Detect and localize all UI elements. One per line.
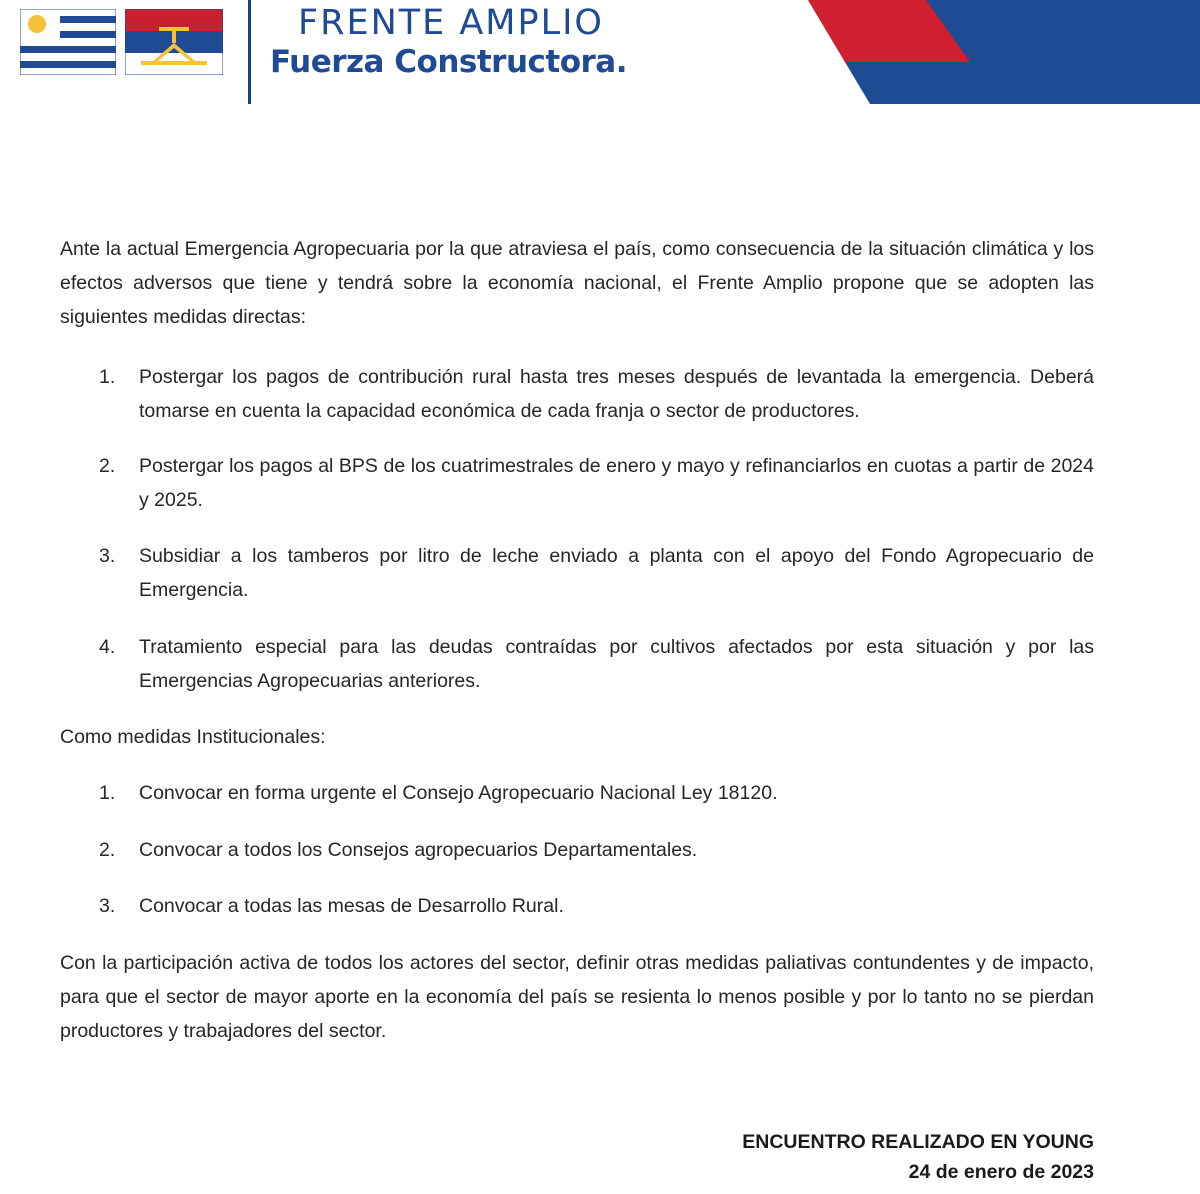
brand-subtitle: Fuerza Constructora. xyxy=(270,44,627,80)
list-number: 1. xyxy=(99,366,116,388)
list-text: Postergar los pagos de contribución rural hasta tres meses después de levantada la emergencia. Deberá tomarse en cuenta la capacidad económica de cada franja o sector de productores. xyxy=(139,366,1094,422)
header-divider xyxy=(248,0,251,104)
footer-signature xyxy=(742,1127,1094,1187)
list-number: 3. xyxy=(99,545,116,567)
list-text: Postergar los pagos al BPS de los cuatrimestrales de enero y mayo y refinanciarlos en cuotas a partir de 2024 y 2025. xyxy=(139,455,1094,511)
list-number: 1. xyxy=(99,782,116,804)
intro-paragraph: Ante la actual Emergencia Agropecuaria por la que atraviesa el país, como consecuencia de la situación climática y los efectos adversos que tiene y tendrá sobre la economía nacional, el Frente Amplio propone que se adopten las siguientes medidas directas: xyxy=(60,238,1094,328)
institutional-heading: Como medidas Institucionales: xyxy=(60,726,326,748)
footer-event: ENCUENTRO REALIZADO EN YOUNG xyxy=(742,1131,1094,1153)
brand-title: FRENTE AMPLIO xyxy=(298,3,604,43)
closing-paragraph: Con la participación activa de todos los actores del sector, definir otras medidas paliativas contundentes y de impacto, para que el sector de mayor aporte en la economía del país se resienta lo menos posible y por lo tanto no se pierdan productores y trabajadores del sector. xyxy=(60,952,1094,1042)
list-text: Convocar a todos los Consejos agropecuarios Departamentales. xyxy=(139,839,698,861)
frente-amplio-flag-icon xyxy=(125,9,223,75)
list-text: Tratamiento especial para las deudas contraídas por cultivos afectados por esta situación y por las Emergencias Agropecuarias anteriores. xyxy=(139,636,1094,692)
footer-date: 24 de enero de 2023 xyxy=(908,1161,1094,1183)
list-text: Convocar en forma urgente el Consejo Agropecuario Nacional Ley 18120. xyxy=(139,782,778,804)
list-text: Subsidiar a los tamberos por litro de leche enviado a planta con el apoyo del Fondo Agropecuario de Emergencia. xyxy=(139,545,1094,601)
list-text: Convocar a todas las mesas de Desarrollo Rural. xyxy=(139,895,564,917)
list-number: 2. xyxy=(99,839,116,861)
list-number: 3. xyxy=(99,895,116,917)
corner-decoration xyxy=(800,0,1200,104)
list-number: 2. xyxy=(99,455,116,477)
list-number: 4. xyxy=(99,636,116,658)
uruguay-flag-icon xyxy=(20,9,116,75)
